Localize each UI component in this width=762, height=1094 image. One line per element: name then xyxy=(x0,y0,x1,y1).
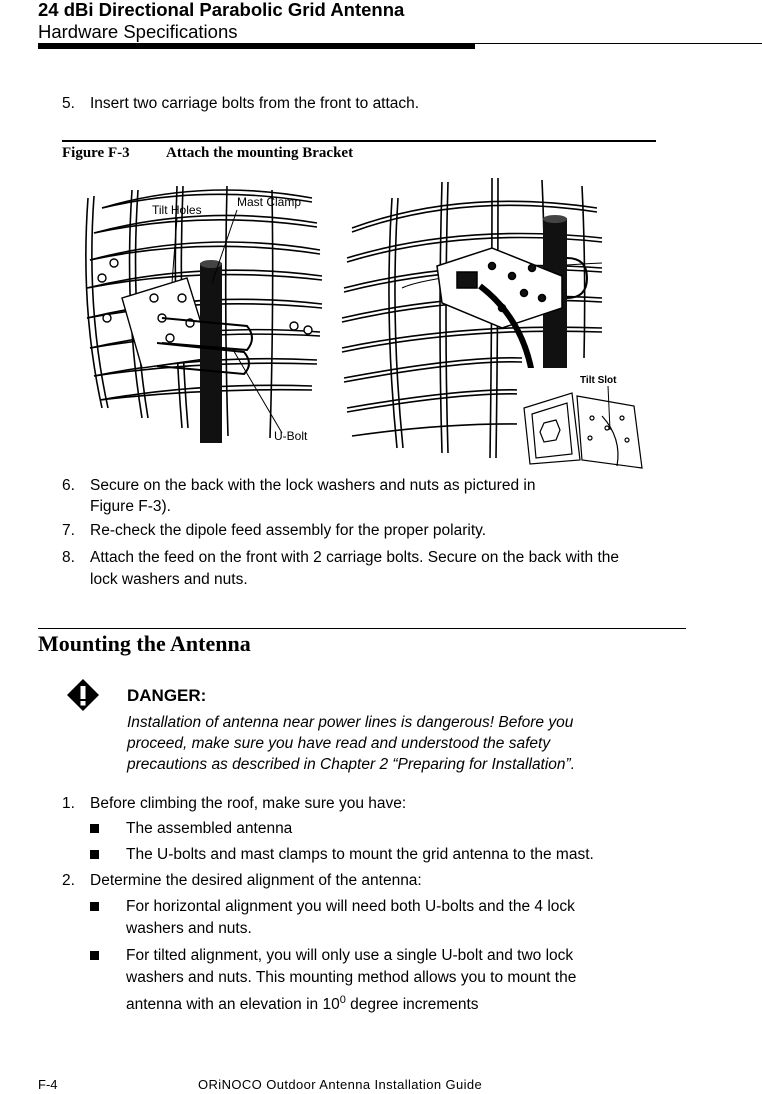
step-number: 7. xyxy=(62,522,75,539)
bullet-text: The U-bolts and mast clamps to mount the grid antenna to the mast. xyxy=(126,846,594,863)
header-title: 24 dBi Directional Parabolic Grid Antenna xyxy=(38,0,405,20)
footer-page-number: F-4 xyxy=(38,1077,58,1092)
bullet-square-icon xyxy=(90,902,99,911)
left-mast-pipe xyxy=(200,263,222,443)
bullet-text-line-2: washers and nuts. This mounting method allows you to mount the xyxy=(126,969,577,986)
danger-warning-icon xyxy=(66,678,100,712)
step-text-line-2: Figure F-3). xyxy=(90,498,171,515)
bullet-text-line-1: For horizontal alignment you will need both U-bolts and the 4 lock xyxy=(126,898,575,915)
right-mast-top xyxy=(543,215,567,223)
figure-label: Figure F-3 xyxy=(62,145,130,161)
bullet-square-icon xyxy=(90,951,99,960)
figure-illustration xyxy=(62,168,652,473)
step-text: Insert two carriage bolts from the front to attach. xyxy=(90,95,420,112)
step-text: Before climbing the roof, make sure you have: xyxy=(90,795,407,812)
bullet-text-line-3 xyxy=(126,989,479,1016)
tilt-holes-callout: Tilt Holes xyxy=(152,203,202,217)
step-text-line-1: Re-check the dipole feed assembly for the proper polarity. xyxy=(90,522,487,539)
step-number: 8. xyxy=(62,549,75,566)
bullet-text-line-2: washers and nuts. xyxy=(126,920,252,937)
figure-caption-text: Attach the mounting Bracket xyxy=(166,145,354,161)
step-text-line-2: lock washers and nuts. xyxy=(90,571,248,588)
step-text-line-1: Secure on the back with the lock washers and nuts as pictured in xyxy=(90,477,536,494)
danger-heading: DANGER: xyxy=(127,686,207,705)
header-subtitle: Hardware Specifications xyxy=(38,21,238,42)
bullet-square-icon xyxy=(90,850,99,859)
elevation-text-prefix: antenna with an elevation in 10 xyxy=(126,996,340,1014)
step-text-line-1: Attach the feed on the front with 2 carriage bolts. Secure on the back with the xyxy=(90,549,620,566)
header-rule-thin xyxy=(475,43,762,44)
header-rule-thick xyxy=(38,43,475,49)
step-number: 6. xyxy=(62,477,75,494)
degree-superscript: 0 xyxy=(339,994,346,1006)
step-number: 5. xyxy=(62,95,75,112)
step-number: 1. xyxy=(62,795,75,812)
danger-body xyxy=(127,712,575,775)
danger-line: Installation of antenna near power lines is dangerous! Before you xyxy=(127,714,574,731)
danger-line: precautions as described in Chapter 2 “Preparing for Installation”. xyxy=(127,756,576,773)
footer-guide-title: ORiNOCO Outdoor Antenna Installation Guide xyxy=(198,1077,483,1092)
danger-line: proceed, make sure you have read and understood the safety xyxy=(127,735,551,752)
section-title: Mounting the Antenna xyxy=(38,631,251,656)
bullet-square-icon xyxy=(90,824,99,833)
section-rule xyxy=(38,628,686,629)
step-number: 2. xyxy=(62,872,75,889)
figure-caption xyxy=(62,144,353,162)
mast-clamp-callout: Mast Clamp xyxy=(237,195,302,209)
bullet-text: The assembled antenna xyxy=(126,820,293,837)
figure-rule xyxy=(62,140,656,142)
bullet-text-line-1: For tilted alignment, you will only use a single U-bolt and two lock xyxy=(126,947,574,964)
u-bolt-callout: U-Bolt xyxy=(274,429,308,443)
tilt-slot-callout: Tilt Slot xyxy=(580,375,617,386)
elevation-text-suffix: degree increments xyxy=(345,996,479,1014)
step-text: Determine the desired alignment of the antenna: xyxy=(90,872,422,889)
